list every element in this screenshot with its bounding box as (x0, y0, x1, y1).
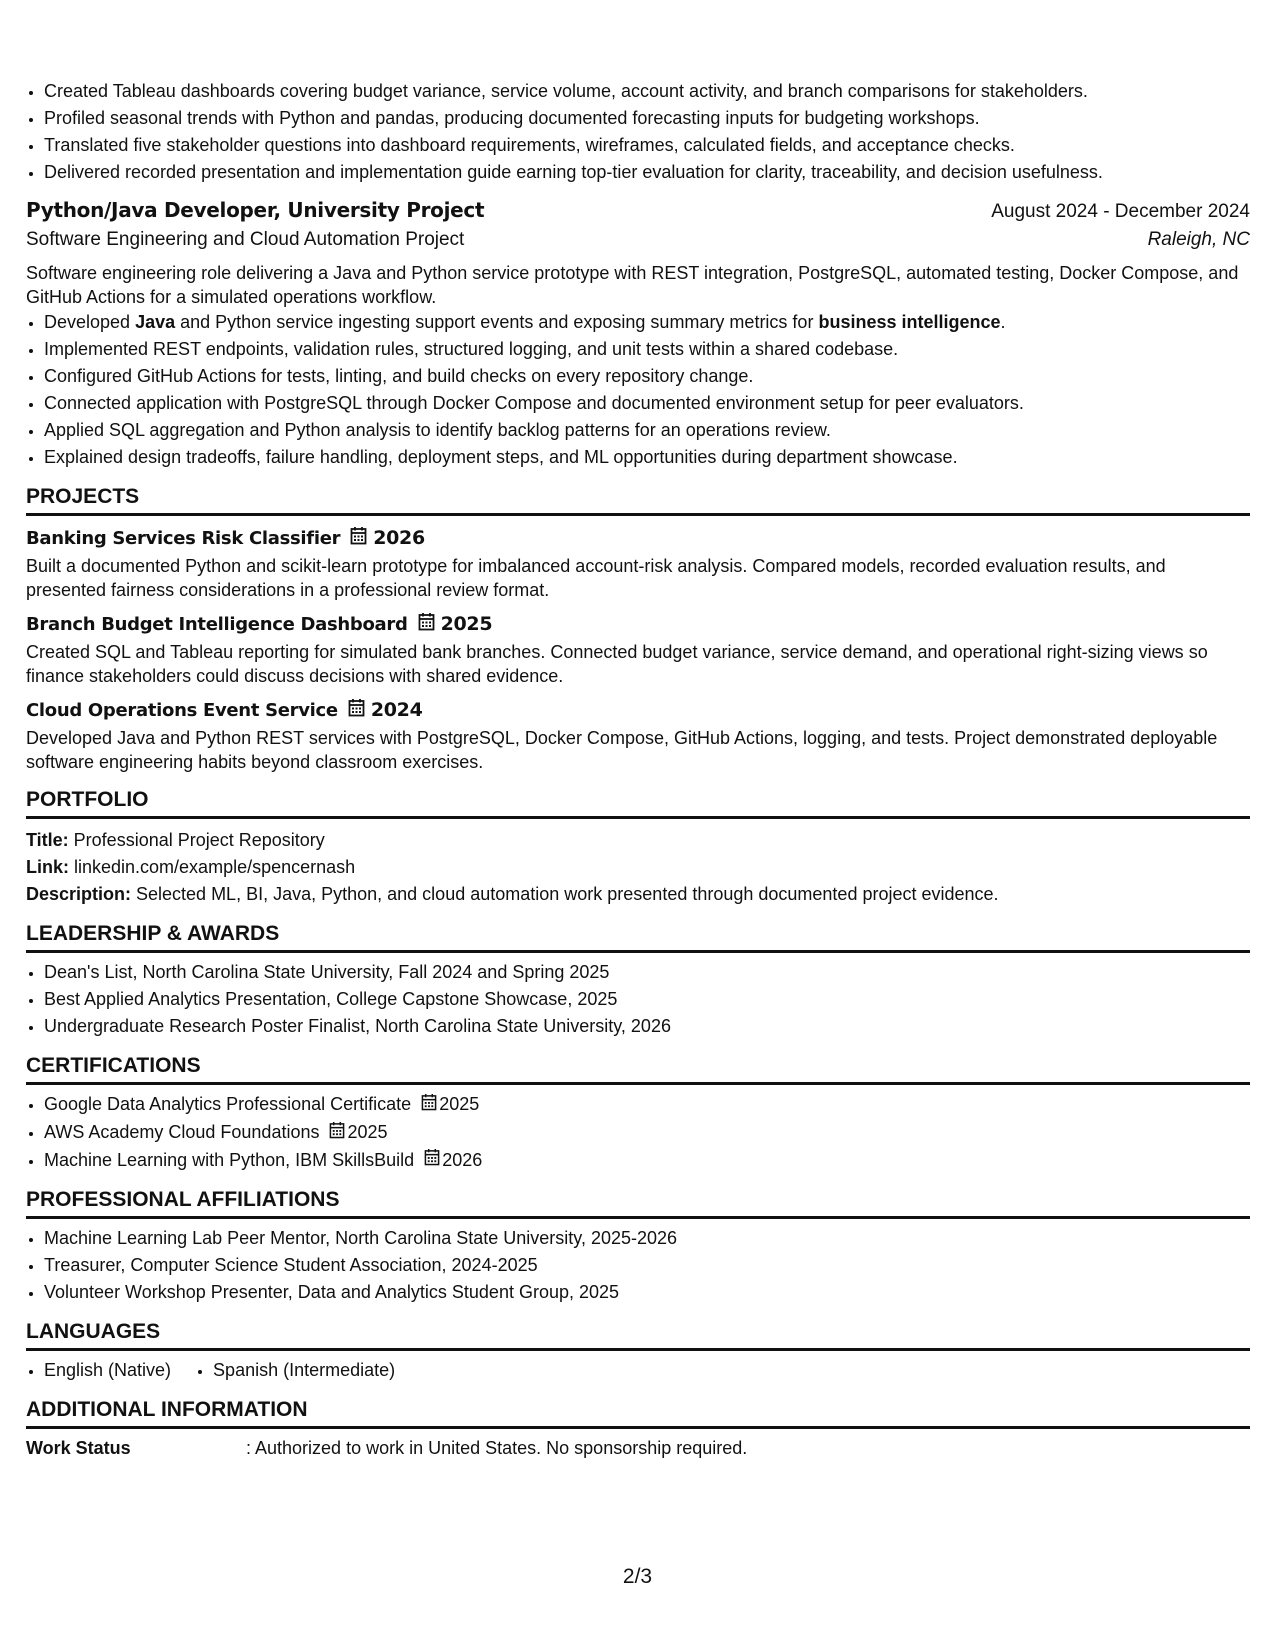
certification-year: 2026 (442, 1149, 483, 1170)
role-header (26, 198, 1250, 223)
portfolio-description (26, 881, 1250, 908)
work-status-label: Work Status (26, 1438, 131, 1459)
list-item: • Spanish (Intermediate) (213, 1357, 395, 1384)
languages-list (26, 1357, 1250, 1384)
calendar-icon (421, 1092, 437, 1119)
certification-name: Machine Learning with Python, IBM SkillsBuild (44, 1149, 415, 1170)
field-label: Link: (26, 857, 69, 877)
bullet-bold-text: business intelligence (818, 312, 1001, 332)
work-status-row (26, 1435, 1250, 1462)
page-number: 2/3 (622, 1565, 653, 1588)
list-item (44, 309, 1250, 336)
section-heading-portfolio: PORTFOLIO (26, 788, 1250, 819)
calendar-icon (418, 612, 435, 636)
bullet-text: and Python service ingesting support events and exposing summary metrics for (175, 312, 819, 332)
project-name: Branch Budget Intelligence Dashboard (26, 613, 408, 635)
field-label: Title: (26, 830, 69, 850)
section-heading-projects: PROJECTS (26, 485, 1250, 516)
bullet-text: Developed (44, 312, 136, 332)
certification-year: 2025 (347, 1121, 388, 1142)
list-item: • Delivered recorded presentation and implementation guide earning top-tier evaluation for clarity, traceability, and decision usefulness. (44, 159, 1250, 186)
portfolio-link (26, 854, 1250, 881)
bullet-text: . (1000, 312, 1006, 332)
work-status-value: : Authorized to work in United States. No sponsorship required. (246, 1438, 748, 1459)
field-value: linkedin.com/example/spencernash (69, 857, 356, 877)
certification-year: 2025 (439, 1094, 480, 1114)
list-item: • Machine Learning Lab Peer Mentor, North Carolina State University, 2025-2026 (44, 1225, 1250, 1252)
field-value: Selected ML, BI, Java, Python, and cloud automation work presented through documented project evidence. (131, 884, 999, 904)
role-location: Raleigh, NC (1147, 229, 1250, 250)
list-item (44, 1091, 1250, 1119)
field-label: Description: (26, 884, 132, 904)
project-description: Developed Java and Python REST services with PostgreSQL, Docker Compose, GitHub Actions, logging, and tests. Project demonstrated deployable software engineering habits beyond classroom exercises. (26, 728, 1218, 772)
section-heading-leadership: LEADERSHIP & AWARDS (26, 922, 1250, 953)
project-header (26, 612, 1250, 636)
section-heading-additional: ADDITIONAL INFORMATION (26, 1398, 1250, 1429)
list-item: • Translated five stakeholder questions into dashboard requirements, wireframes, calculated fields, and acceptance checks. (44, 132, 1250, 159)
list-item: • Best Applied Analytics Presentation, College Capstone Showcase, 2025 (44, 986, 1250, 1013)
role-description: Software engineering role delivering a Java and Python service prototype with REST integration, PostgreSQL, automated testing, Docker Compose, and GitHub Actions for a simulated operations workflow. (26, 263, 1239, 307)
list-item: • English (Native) (44, 1357, 171, 1384)
list-item: • Explained design tradeoffs, failure handling, deployment steps, and ML opportunities during department showcase. (44, 444, 1250, 471)
calendar-icon (348, 698, 365, 722)
calendar-icon (424, 1147, 440, 1174)
certification-name: AWS Academy Cloud Foundations (44, 1121, 320, 1142)
role-dates: August 2024 - December 2024 (991, 201, 1250, 222)
calendar-icon (350, 526, 367, 550)
section-heading-languages: LANGUAGES (26, 1320, 1250, 1351)
list-item: • Implemented REST endpoints, validation rules, structured logging, and unit tests within a shared codebase. (44, 336, 1250, 363)
experience-bullets (26, 78, 1250, 186)
role-title: Python/Java Developer, University Project (26, 198, 485, 222)
certifications-list (26, 1091, 1250, 1174)
list-item (44, 1119, 1250, 1147)
certification-name: Google Data Analytics Professional Certificate (44, 1094, 412, 1114)
field-value: Professional Project Repository (68, 830, 325, 850)
list-item: • Connected application with PostgreSQL through Docker Compose and documented environment setup for peer evaluators. (44, 390, 1250, 417)
role-organization: Software Engineering and Cloud Automation Project (26, 229, 465, 250)
list-item: • Volunteer Workshop Presenter, Data and Analytics Student Group, 2025 (44, 1279, 1250, 1306)
list-item: • Applied SQL aggregation and Python analysis to identify backlog patterns for an operations review. (44, 417, 1250, 444)
resume-page (26, 78, 1250, 1462)
portfolio-title (26, 827, 1250, 854)
project-year: 2024 (370, 699, 423, 721)
project-header (26, 526, 1250, 550)
leadership-list (26, 959, 1250, 1040)
project-description: Created SQL and Tableau reporting for simulated bank branches. Connected budget variance, service demand, and operational right-sizing views so finance stakeholders could discuss decisions with shared evidence. (26, 642, 1208, 686)
project-name: Cloud Operations Event Service (26, 699, 338, 721)
section-heading-certifications: CERTIFICATIONS (26, 1054, 1250, 1085)
list-item: • Treasurer, Computer Science Student Association, 2024-2025 (44, 1252, 1250, 1279)
list-item (44, 1147, 1250, 1175)
list-item: • Configured GitHub Actions for tests, linting, and build checks on every repository change. (44, 363, 1250, 390)
list-item: • Created Tableau dashboards covering budget variance, service volume, account activity, and branch comparisons for stakeholders. (44, 78, 1250, 105)
project-description: Built a documented Python and scikit-learn prototype for imbalanced account-risk analysis. Compared models, recorded evaluation results, and presented fairness considerations in a professional review format. (26, 556, 1166, 600)
section-heading-affiliations: PROFESSIONAL AFFILIATIONS (26, 1188, 1250, 1219)
affiliations-list (26, 1225, 1250, 1306)
calendar-icon (329, 1120, 345, 1147)
project-year: 2025 (440, 613, 493, 635)
project-year: 2026 (373, 527, 425, 549)
list-item: • Undergraduate Research Poster Finalist, North Carolina State University, 2026 (44, 1013, 1250, 1040)
bullet-bold-text: Java (135, 312, 176, 332)
role-bullets (26, 309, 1250, 471)
project-name: Banking Services Risk Classifier (26, 527, 341, 549)
list-item: • Dean's List, North Carolina State University, Fall 2024 and Spring 2025 (44, 959, 1250, 986)
project-header (26, 698, 1250, 722)
role-subheader (26, 229, 1250, 251)
list-item: • Profiled seasonal trends with Python and pandas, producing documented forecasting inputs for budgeting workshops. (44, 105, 1250, 132)
